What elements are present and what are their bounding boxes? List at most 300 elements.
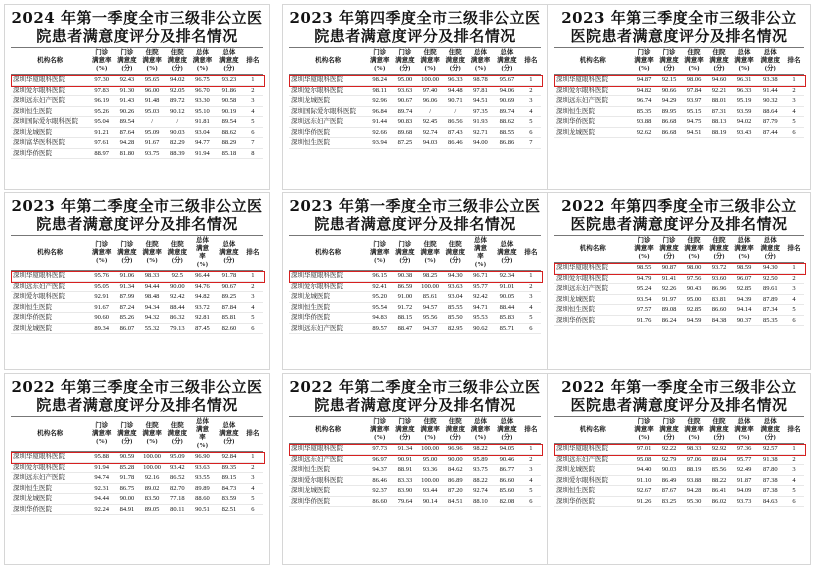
value-cell: 93.97 bbox=[682, 96, 707, 107]
value-cell: 6 bbox=[521, 127, 541, 138]
hospital-name-cell: 深圳爱尔眼科医院 bbox=[11, 85, 89, 96]
value-cell: 7 bbox=[521, 138, 541, 149]
value-cell: 86.52 bbox=[165, 473, 190, 484]
value-cell: 2 bbox=[784, 454, 804, 465]
value-cell: 88.97 bbox=[89, 148, 114, 159]
hospital-name-cell: 深圳爱尔眼科医院 bbox=[289, 85, 367, 96]
value-cell: 89.02 bbox=[140, 483, 165, 494]
value-cell: 87.44 bbox=[757, 127, 785, 138]
value-cell: 96.74 bbox=[632, 96, 657, 107]
value-cell: 93.59 bbox=[732, 106, 757, 117]
value-cell: 87.38 bbox=[757, 475, 785, 486]
column-header: 总体 满意率 (%) bbox=[732, 236, 757, 263]
column-header: 机构名称 bbox=[554, 48, 632, 75]
value-cell: 89.72 bbox=[165, 96, 190, 107]
value-cell: 95.26 bbox=[89, 106, 114, 117]
value-cell: 55.32 bbox=[140, 323, 165, 334]
ranking-table bbox=[554, 235, 804, 326]
value-cell: 97.73 bbox=[367, 444, 392, 455]
hospital-name-cell: 深圳恒生医院 bbox=[11, 483, 89, 494]
value-cell: 88.10 bbox=[468, 496, 493, 507]
value-cell: 98.25 bbox=[418, 271, 443, 282]
value-cell: 96.19 bbox=[89, 96, 114, 107]
hospital-name-cell: 深圳远东妇产医院 bbox=[11, 281, 89, 292]
value-cell: 86.89 bbox=[443, 475, 468, 486]
column-header: 门诊 满意度 (分) bbox=[114, 236, 139, 271]
value-cell: 87.89 bbox=[757, 294, 785, 305]
hospital-name-cell: 深圳华厦眼科医院 bbox=[289, 444, 367, 455]
value-cell: 87.99 bbox=[114, 292, 139, 303]
value-cell: 89.04 bbox=[707, 454, 732, 465]
value-cell: 90.91 bbox=[392, 454, 417, 465]
column-header: 住院 满意率 (%) bbox=[140, 48, 165, 75]
value-cell: 91.94 bbox=[190, 148, 215, 159]
value-cell: 92.84 bbox=[215, 452, 243, 463]
value-cell: 98.06 bbox=[682, 75, 707, 86]
value-cell: 96.07 bbox=[732, 273, 757, 284]
value-cell: 89.54 bbox=[114, 117, 139, 128]
value-cell: 86.56 bbox=[443, 117, 468, 128]
value-cell: 88.39 bbox=[165, 148, 190, 159]
value-cell: 1 bbox=[243, 452, 263, 463]
hospital-name-cell: 深圳远东妇产医院 bbox=[289, 117, 367, 128]
value-cell: 94.03 bbox=[418, 138, 443, 149]
value-cell: 1 bbox=[521, 75, 541, 86]
value-cell: 3 bbox=[521, 465, 541, 476]
panel-title: 2022 年第一季度全市三级非公立医院患者满意度评分及排名情况 bbox=[561, 378, 797, 414]
value-cell: 83.50 bbox=[140, 494, 165, 505]
value-cell: 92.67 bbox=[632, 486, 657, 497]
value-cell: 91.72 bbox=[392, 302, 417, 313]
value-cell: 93.63 bbox=[190, 462, 215, 473]
table-row bbox=[11, 302, 263, 313]
value-cell: 5 bbox=[521, 313, 541, 324]
value-cell: 98.11 bbox=[367, 85, 392, 96]
value-cell: 94.30 bbox=[443, 271, 468, 282]
table-row bbox=[554, 496, 804, 507]
value-cell: 95.00 bbox=[682, 294, 707, 305]
table-row-highlighted bbox=[11, 271, 263, 282]
value-cell: 93.44 bbox=[418, 486, 443, 497]
hospital-name-cell: 深圳华厦眼科医院 bbox=[11, 75, 89, 86]
value-cell: 97.56 bbox=[682, 273, 707, 284]
value-cell: 92.74 bbox=[418, 127, 443, 138]
value-cell: 92.34 bbox=[493, 271, 521, 282]
table-row bbox=[289, 117, 541, 128]
hospital-name-cell: 深圳华厦眼科医院 bbox=[554, 75, 632, 86]
value-cell: 77.18 bbox=[165, 494, 190, 505]
value-cell: 91.06 bbox=[114, 271, 139, 282]
value-cell: 3 bbox=[243, 292, 263, 303]
value-cell: 93.88 bbox=[682, 475, 707, 486]
value-cell: 92.71 bbox=[468, 127, 493, 138]
value-cell: 95.08 bbox=[632, 454, 657, 465]
hospital-name-cell: 深圳国际爱尔眼科医院 bbox=[289, 106, 367, 117]
column-header: 总体 满意率 (%) bbox=[190, 48, 215, 75]
table-row bbox=[289, 323, 541, 334]
table-row-highlighted bbox=[11, 452, 263, 463]
value-cell: 79.13 bbox=[165, 323, 190, 334]
value-cell: 85.28 bbox=[114, 462, 139, 473]
value-cell: 85.83 bbox=[493, 313, 521, 324]
value-cell: 86.02 bbox=[707, 496, 732, 507]
value-cell: 82.70 bbox=[165, 483, 190, 494]
value-cell: 93.63 bbox=[392, 85, 417, 96]
value-cell: 96.71 bbox=[468, 271, 493, 282]
value-cell: 82.51 bbox=[215, 504, 243, 515]
value-cell: 87.45 bbox=[190, 323, 215, 334]
value-cell: 82.95 bbox=[443, 323, 468, 334]
column-header: 机构名称 bbox=[554, 236, 632, 263]
value-cell: 92.16 bbox=[140, 473, 165, 484]
ranking-table bbox=[11, 416, 263, 515]
value-cell: 6 bbox=[243, 504, 263, 515]
value-cell: 95.15 bbox=[682, 106, 707, 117]
value-cell: 92.45 bbox=[418, 117, 443, 128]
value-cell: 90.69 bbox=[493, 96, 521, 107]
value-cell: 93.94 bbox=[367, 138, 392, 149]
panel-title: 2023 年第二季度全市三级非公立医院患者满意度评分及排名情况 bbox=[11, 197, 263, 233]
value-cell: 95.65 bbox=[140, 75, 165, 86]
value-cell: 91.67 bbox=[140, 138, 165, 149]
value-cell: 5 bbox=[243, 313, 263, 324]
ranking-table bbox=[289, 416, 541, 507]
value-cell: 93.60 bbox=[707, 273, 732, 284]
value-cell: 6 bbox=[243, 127, 263, 138]
hospital-name-cell: 深圳华厦眼科医院 bbox=[11, 271, 89, 282]
value-cell: 94.44 bbox=[140, 281, 165, 292]
table-row bbox=[554, 475, 804, 486]
value-cell: 88.13 bbox=[707, 117, 732, 128]
value-cell: 89.54 bbox=[215, 117, 243, 128]
column-header: 住院 满意率 (%) bbox=[418, 48, 443, 75]
value-cell: 88.60 bbox=[190, 494, 215, 505]
column-header: 住院 满意率 (%) bbox=[140, 417, 165, 452]
value-cell: 97.36 bbox=[732, 444, 757, 455]
table-row bbox=[11, 483, 263, 494]
value-cell: 86.07 bbox=[114, 323, 139, 334]
value-cell: 92.15 bbox=[657, 75, 682, 86]
value-cell: 86.68 bbox=[657, 117, 682, 128]
value-cell: 93.42 bbox=[165, 462, 190, 473]
value-cell: 80.11 bbox=[165, 504, 190, 515]
value-cell: 3 bbox=[521, 96, 541, 107]
value-cell: 90.60 bbox=[89, 313, 114, 324]
hospital-name-cell: 深圳远东妇产医院 bbox=[554, 454, 632, 465]
hospital-name-cell: 深圳华厦眼科医院 bbox=[11, 452, 89, 463]
hospital-name-cell: 深圳华厦眼科医院 bbox=[289, 75, 367, 86]
value-cell: 95.09 bbox=[165, 452, 190, 463]
column-header: 门诊 满意度 (分) bbox=[392, 236, 417, 271]
column-header: 排名 bbox=[243, 417, 263, 452]
value-cell: 88.19 bbox=[707, 127, 732, 138]
column-header: 机构名称 bbox=[11, 417, 89, 452]
column-header: 机构名称 bbox=[289, 48, 367, 75]
value-cell: 94.30 bbox=[757, 263, 785, 274]
value-cell: 87.31 bbox=[707, 106, 732, 117]
value-cell: 86.59 bbox=[392, 281, 417, 292]
table-row bbox=[289, 96, 541, 107]
panel-title: 2022 年第四季度全市三级非公立医院患者满意度评分及排名情况 bbox=[561, 197, 797, 233]
hospital-name-cell: 深圳远东妇产医院 bbox=[554, 284, 632, 295]
table-row bbox=[554, 465, 804, 476]
value-cell: 86.86 bbox=[493, 138, 521, 149]
value-cell: 98.00 bbox=[682, 263, 707, 274]
hospital-name-cell: 深圳龙城医院 bbox=[554, 465, 632, 476]
value-cell: 94.51 bbox=[682, 127, 707, 138]
value-cell: 4 bbox=[243, 106, 263, 117]
value-cell: 92.91 bbox=[89, 292, 114, 303]
value-cell: 91.97 bbox=[657, 294, 682, 305]
value-cell: 100.00 bbox=[418, 475, 443, 486]
value-cell: 2 bbox=[243, 281, 263, 292]
table-row bbox=[11, 281, 263, 292]
value-cell: 96.70 bbox=[190, 85, 215, 96]
value-cell: 85.50 bbox=[443, 313, 468, 324]
column-header: 住院 满意度 (分) bbox=[165, 236, 190, 271]
value-cell: 92.92 bbox=[707, 444, 732, 455]
hospital-name-cell: 深圳恒生医院 bbox=[554, 486, 632, 497]
hospital-name-cell: 深圳华侨医院 bbox=[11, 148, 89, 159]
value-cell: 86.77 bbox=[493, 465, 521, 476]
value-cell: 93.38 bbox=[757, 75, 785, 86]
table-row bbox=[11, 292, 263, 303]
value-cell: 85.18 bbox=[215, 148, 243, 159]
value-cell: 97.61 bbox=[89, 138, 114, 149]
value-cell: 83.81 bbox=[707, 294, 732, 305]
value-cell: 94.59 bbox=[682, 315, 707, 326]
table-row bbox=[11, 313, 263, 324]
ranking-panel bbox=[282, 192, 548, 370]
table-row bbox=[554, 85, 804, 96]
value-cell: 91.44 bbox=[367, 117, 392, 128]
value-cell: 95.00 bbox=[418, 454, 443, 465]
value-cell: 88.15 bbox=[392, 313, 417, 324]
value-cell: 90.37 bbox=[732, 315, 757, 326]
value-cell: 90.71 bbox=[443, 96, 468, 107]
value-cell: 86.24 bbox=[657, 315, 682, 326]
value-cell: 93.43 bbox=[732, 127, 757, 138]
value-cell: 94.57 bbox=[418, 302, 443, 313]
value-cell: 94.28 bbox=[682, 486, 707, 497]
value-cell: 6 bbox=[784, 315, 804, 326]
value-cell: 95.03 bbox=[140, 106, 165, 117]
value-cell: 88.44 bbox=[165, 302, 190, 313]
value-cell: 94.09 bbox=[732, 486, 757, 497]
value-cell: 1 bbox=[784, 75, 804, 86]
value-cell: 94.87 bbox=[632, 75, 657, 86]
value-cell: 89.68 bbox=[392, 127, 417, 138]
column-header: 总体 满意率 (%) bbox=[468, 48, 493, 75]
value-cell: 85.35 bbox=[632, 106, 657, 117]
column-header: 门诊 满意率 (%) bbox=[89, 417, 114, 452]
column-header: 排名 bbox=[243, 236, 263, 271]
value-cell: 88.47 bbox=[392, 323, 417, 334]
column-header: 门诊 满意度 (分) bbox=[114, 417, 139, 452]
value-cell: 90.38 bbox=[392, 271, 417, 282]
ranking-panel bbox=[4, 192, 270, 370]
table-row bbox=[11, 138, 263, 149]
ranking-table bbox=[554, 416, 804, 507]
value-cell: 6 bbox=[243, 323, 263, 334]
value-cell: 91.01 bbox=[493, 281, 521, 292]
table-row bbox=[289, 281, 541, 292]
value-cell: 84.63 bbox=[757, 496, 785, 507]
column-header: 总体 满意 率 (%) bbox=[190, 417, 215, 452]
value-cell: 92.22 bbox=[657, 444, 682, 455]
value-cell: 1 bbox=[521, 271, 541, 282]
table-row bbox=[11, 106, 263, 117]
value-cell: 95.77 bbox=[732, 454, 757, 465]
value-cell: 94.44 bbox=[89, 494, 114, 505]
value-cell: 96.96 bbox=[443, 444, 468, 455]
value-cell: 5 bbox=[243, 117, 263, 128]
ranking-panel bbox=[547, 4, 811, 190]
table-row bbox=[289, 302, 541, 313]
table-row-highlighted bbox=[554, 75, 804, 86]
hospital-name-cell: 深圳恒生医院 bbox=[11, 302, 89, 313]
column-header: 机构名称 bbox=[289, 236, 367, 271]
value-cell: 98.22 bbox=[468, 444, 493, 455]
value-cell: 97.35 bbox=[468, 106, 493, 117]
value-cell: 97.81 bbox=[468, 85, 493, 96]
value-cell: 85.56 bbox=[707, 465, 732, 476]
value-cell: 87.64 bbox=[114, 127, 139, 138]
value-cell: 87.43 bbox=[443, 127, 468, 138]
value-cell: 95.24 bbox=[632, 284, 657, 295]
value-cell: 95.53 bbox=[468, 313, 493, 324]
value-cell: 98.33 bbox=[140, 271, 165, 282]
value-cell: 85.81 bbox=[215, 313, 243, 324]
value-cell: 86.46 bbox=[367, 475, 392, 486]
value-cell: 4 bbox=[243, 302, 263, 313]
value-cell: 94.32 bbox=[140, 313, 165, 324]
column-header: 住院 满意率 (%) bbox=[682, 48, 707, 75]
value-cell: 3 bbox=[784, 465, 804, 476]
table-row bbox=[11, 323, 263, 334]
hospital-name-cell: 深圳爱尔眼科医院 bbox=[11, 292, 89, 303]
table-row-highlighted bbox=[11, 75, 263, 86]
ranking-panel bbox=[282, 4, 548, 190]
column-header: 总体 满意率 (%) bbox=[732, 48, 757, 75]
table-row bbox=[554, 127, 804, 138]
value-cell: 92.24 bbox=[89, 504, 114, 515]
value-cell: 86.60 bbox=[493, 475, 521, 486]
value-cell: 86.46 bbox=[443, 138, 468, 149]
value-cell: 94.34 bbox=[140, 302, 165, 313]
value-cell: 89.08 bbox=[657, 305, 682, 316]
value-cell: 97.57 bbox=[632, 305, 657, 316]
value-cell: 91.81 bbox=[190, 117, 215, 128]
column-header: 机构名称 bbox=[11, 236, 89, 271]
column-header: 门诊 满意率 (%) bbox=[632, 48, 657, 75]
hospital-name-cell: 深圳龙城医院 bbox=[554, 127, 632, 138]
value-cell: 94.76 bbox=[190, 281, 215, 292]
column-header: 住院 满意率 (%) bbox=[682, 417, 707, 444]
table-row bbox=[554, 454, 804, 465]
value-cell: 93.04 bbox=[190, 127, 215, 138]
value-cell: 5 bbox=[521, 486, 541, 497]
value-cell: 94.28 bbox=[114, 138, 139, 149]
value-cell: 93.30 bbox=[190, 96, 215, 107]
value-cell: 92.85 bbox=[682, 305, 707, 316]
value-cell: 91.94 bbox=[89, 462, 114, 473]
hospital-name-cell: 深圳龙城医院 bbox=[11, 127, 89, 138]
value-cell: 95.76 bbox=[89, 271, 114, 282]
value-cell: 90.43 bbox=[682, 284, 707, 295]
column-header: 总体 满意度 (分) bbox=[757, 48, 785, 75]
hospital-name-cell: 深圳龙城医院 bbox=[289, 292, 367, 303]
value-cell: 97.30 bbox=[89, 75, 114, 86]
value-cell: 91.34 bbox=[392, 444, 417, 455]
value-cell: 92.31 bbox=[89, 483, 114, 494]
ranking-table bbox=[11, 235, 263, 334]
hospital-name-cell: 深圳恒生医院 bbox=[289, 302, 367, 313]
column-header: 排名 bbox=[521, 417, 541, 444]
value-cell: 4 bbox=[784, 475, 804, 486]
hospital-name-cell: 深圳国际爱尔眼科医院 bbox=[11, 117, 89, 128]
value-cell: 88.62 bbox=[493, 117, 521, 128]
value-cell: 87.84 bbox=[215, 302, 243, 313]
column-header: 门诊 满意度 (分) bbox=[657, 48, 682, 75]
value-cell: 92.85 bbox=[732, 284, 757, 295]
value-cell: 94.37 bbox=[367, 465, 392, 476]
hospital-name-cell: 深圳华侨医院 bbox=[554, 315, 632, 326]
column-header: 机构名称 bbox=[11, 48, 89, 75]
value-cell: 5 bbox=[784, 117, 804, 128]
column-header: 门诊 满意率 (%) bbox=[367, 48, 392, 75]
hospital-name-cell: 深圳华厦眼科医院 bbox=[554, 263, 632, 274]
table-row bbox=[11, 462, 263, 473]
value-cell: 96.90 bbox=[190, 452, 215, 463]
table-row bbox=[289, 292, 541, 303]
hospital-name-cell: 深圳龙城医院 bbox=[11, 494, 89, 505]
hospital-name-cell: 深圳华侨医院 bbox=[554, 117, 632, 128]
value-cell: 100.00 bbox=[418, 444, 443, 455]
value-cell: 98.24 bbox=[367, 75, 392, 86]
hospital-name-cell: 深圳恒生医院 bbox=[289, 465, 367, 476]
value-cell: / bbox=[418, 106, 443, 117]
value-cell: 91.41 bbox=[657, 273, 682, 284]
value-cell: 94.82 bbox=[190, 292, 215, 303]
value-cell: 85.60 bbox=[493, 486, 521, 497]
value-cell: 84.91 bbox=[114, 504, 139, 515]
value-cell: 94.83 bbox=[367, 313, 392, 324]
value-cell: 89.89 bbox=[190, 483, 215, 494]
panel-title: 2023 年第四季度全市三级非公立医院患者满意度评分及排名情况 bbox=[289, 9, 541, 45]
hospital-name-cell: 深圳爱尔眼科医院 bbox=[289, 281, 367, 292]
column-header: 住院 满意度 (分) bbox=[443, 48, 468, 75]
table-row-highlighted bbox=[289, 75, 541, 86]
column-header: 住院 满意度 (分) bbox=[707, 236, 732, 263]
hospital-name-cell: 深圳爱尔眼科医院 bbox=[554, 273, 632, 284]
value-cell: 92.74 bbox=[468, 486, 493, 497]
value-cell: 3 bbox=[784, 96, 804, 107]
hospital-name-cell: 深圳爱尔眼科医院 bbox=[554, 475, 632, 486]
value-cell: 92.5 bbox=[165, 271, 190, 282]
value-cell: 86.75 bbox=[114, 483, 139, 494]
table-row bbox=[11, 117, 263, 128]
value-cell: 87.67 bbox=[657, 486, 682, 497]
value-cell: 90.03 bbox=[165, 127, 190, 138]
value-cell: 96.44 bbox=[190, 271, 215, 282]
value-cell: 91.76 bbox=[632, 315, 657, 326]
value-cell: 87.80 bbox=[757, 465, 785, 476]
value-cell: 89.34 bbox=[89, 323, 114, 334]
value-cell: 91.00 bbox=[392, 292, 417, 303]
value-cell: 98.33 bbox=[682, 444, 707, 455]
value-cell: 88.55 bbox=[493, 127, 521, 138]
